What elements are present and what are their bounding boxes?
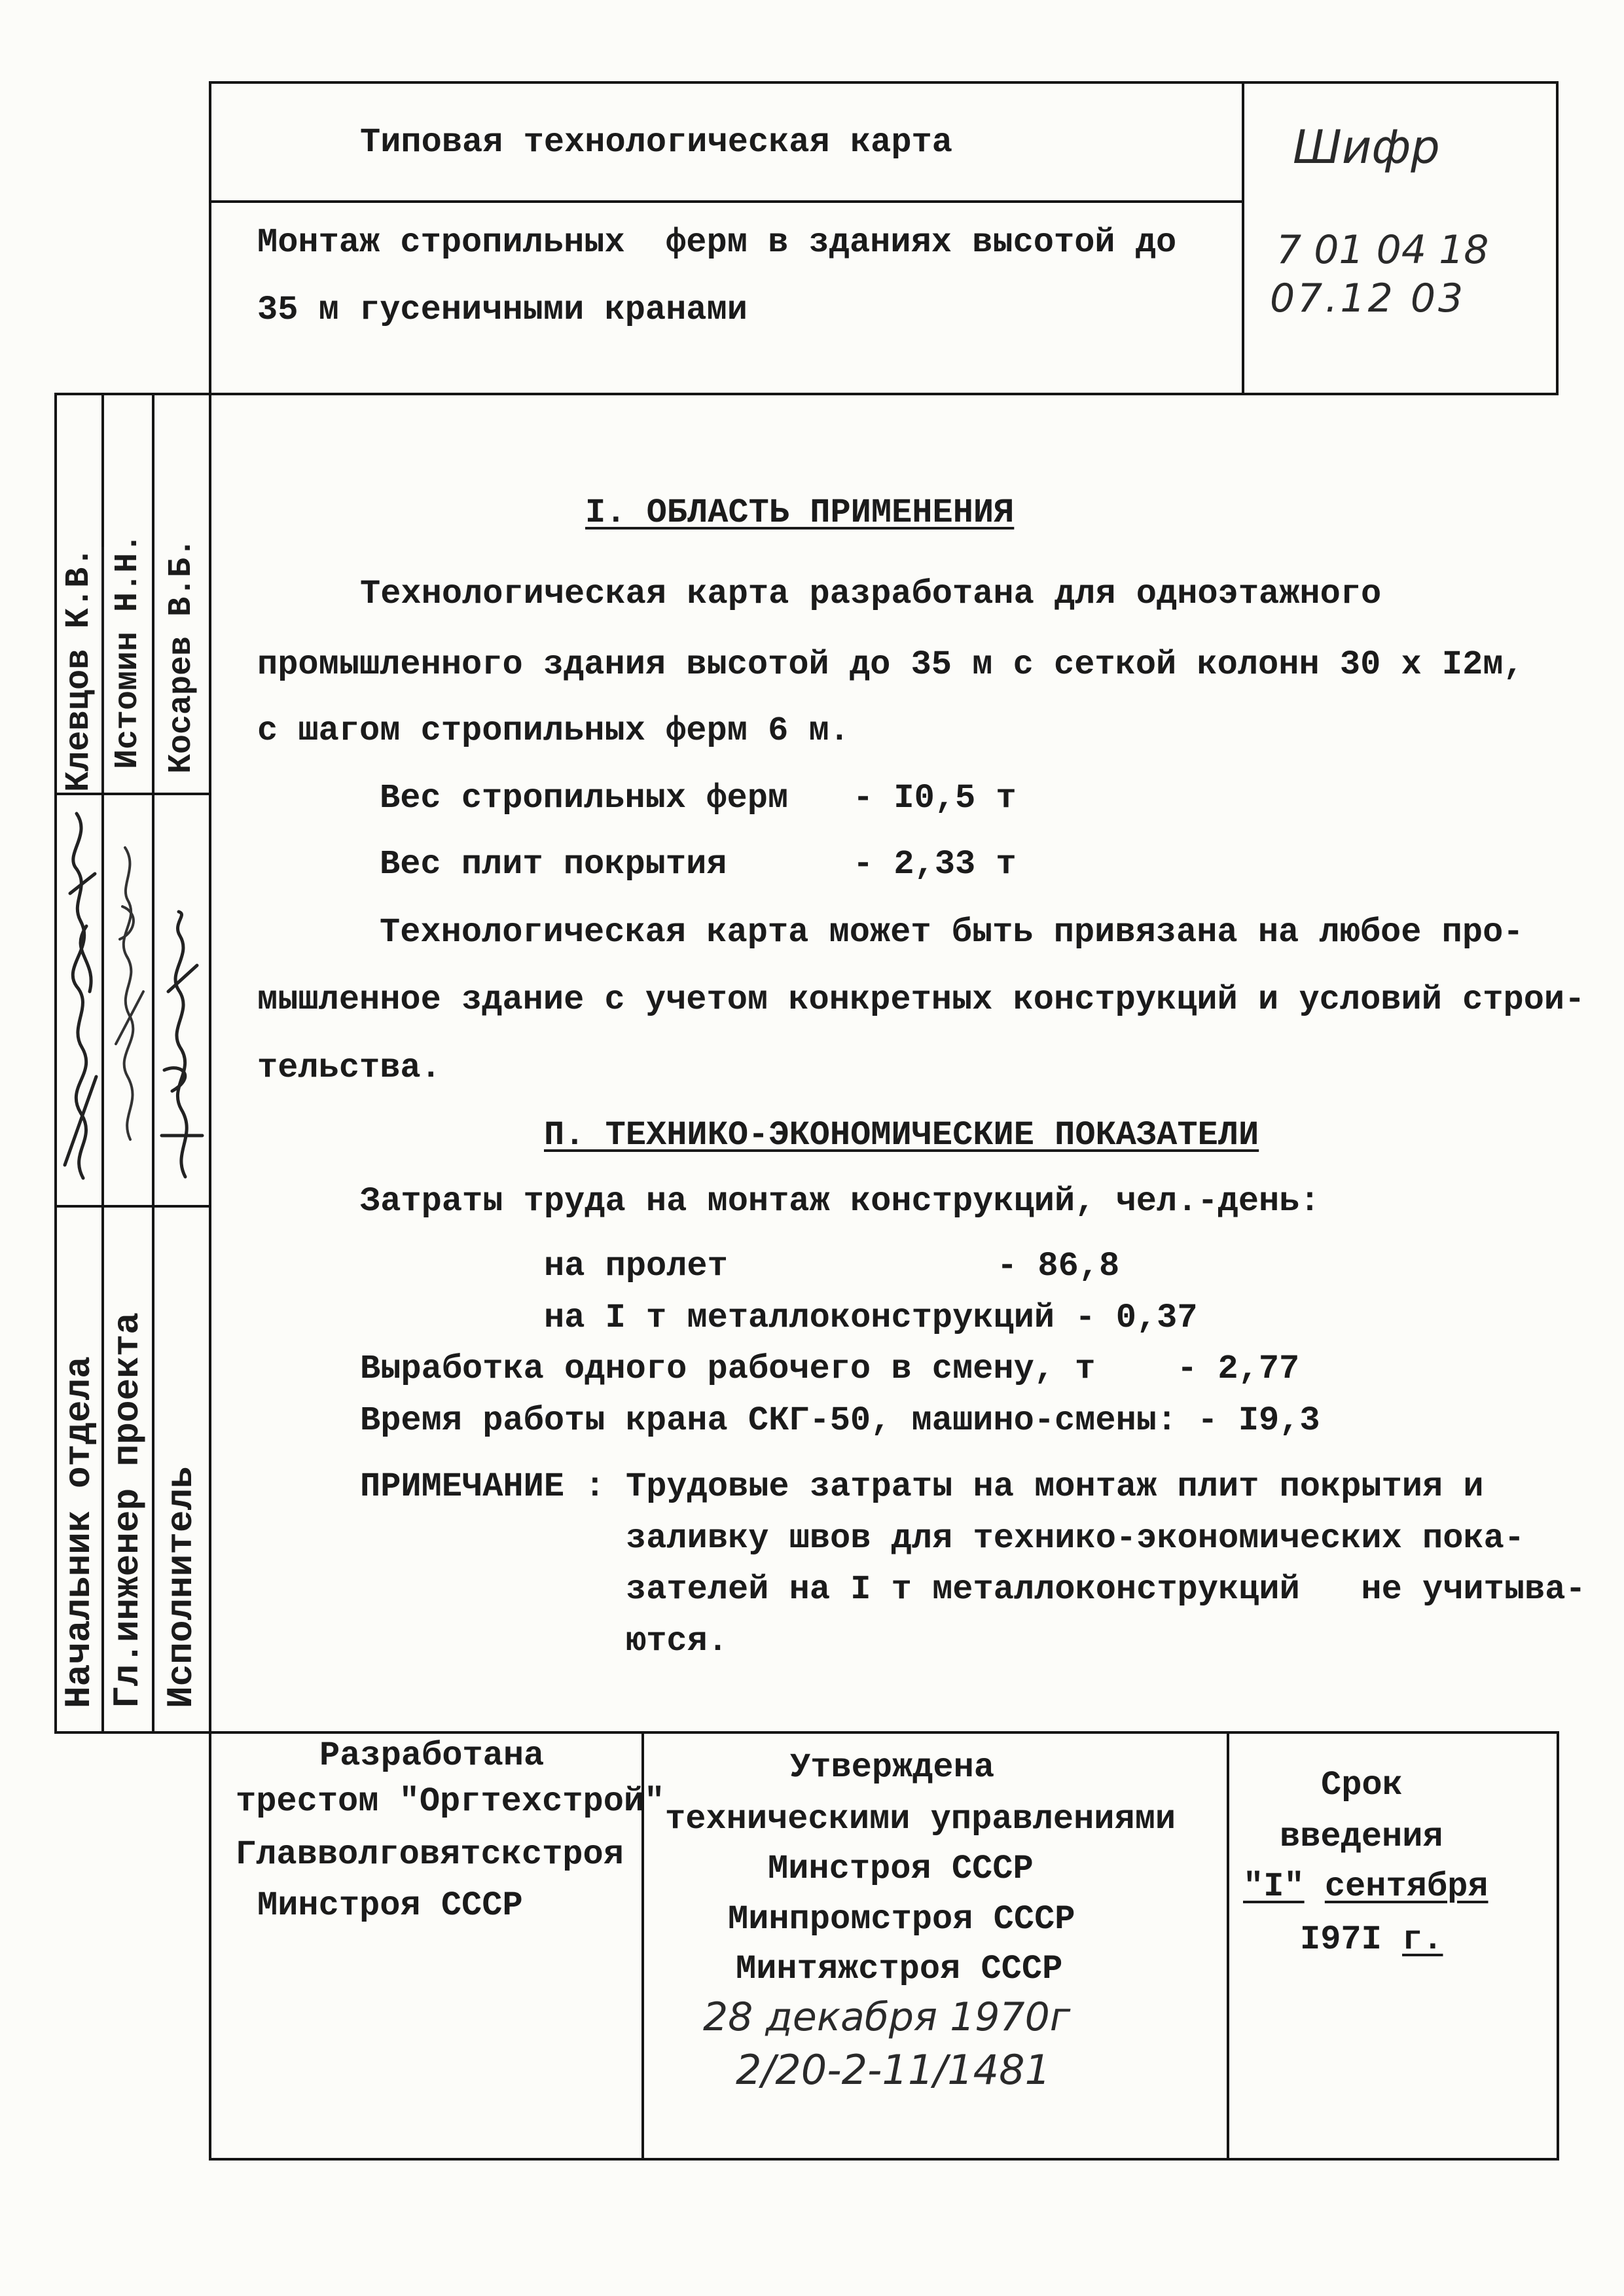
header-cipher-divider [1242, 81, 1244, 395]
header-middle-rule [210, 200, 1243, 203]
footer-frame-top [54, 1731, 1559, 1734]
footer-frame-right [1557, 1731, 1559, 2161]
effective-month: сентября [1324, 1867, 1489, 1906]
developed-line-2: трестом "Оргтехстрой" [236, 1782, 665, 1821]
output-per-worker-label: Выработка одного рабочего в смену, т [360, 1350, 1096, 1388]
approval-date: 28 декабря 1970г [703, 1994, 1071, 2040]
section-1-line-2: промышленного здания высотой до 35 м с сеткой колонн 30 х I2м, [257, 645, 1524, 684]
note-line-2: заливку швов для технико-экономических пока- [626, 1519, 1525, 1558]
stamp-signatures [57, 795, 210, 1205]
output-per-worker-value: - 2,77 [1177, 1350, 1300, 1388]
approved-line-5: Минтяжстроя СССР [736, 1950, 1063, 1988]
effective-line-1: Срок [1321, 1766, 1403, 1804]
approved-line-1: Утверждена [790, 1748, 995, 1787]
section-1-line-3: с шагом стропильных ферм 6 м. [257, 711, 850, 750]
effective-date [1243, 1867, 1489, 1906]
developed-line-1: Разработана [319, 1736, 545, 1775]
stamp-row-divider-2 [54, 1205, 210, 1208]
footer-frame-bottom [209, 2158, 1559, 2161]
approved-line-3: Минстроя СССР [768, 1850, 1034, 1888]
slab-weight-label: Вес плит покрытия [380, 845, 727, 884]
section-1-line-4: Технологическая карта может быть привязана на любое про- [380, 913, 1524, 952]
labor-per-span-value: - 86,8 [997, 1247, 1120, 1285]
labor-per-ton: на I т металлоконструкций - 0,37 [544, 1299, 1198, 1337]
effective-year-line [1300, 1920, 1443, 1959]
note-line-3: зателей на I т металлоконструкций не учитыва- [626, 1570, 1586, 1609]
section-1-line-6: тельства. [257, 1049, 441, 1087]
truss-weight-label: Вес стропильных ферм [380, 779, 789, 817]
stamp-role-2: Гл.инженер проекта [107, 1312, 149, 1708]
note-line-1: Трудовые затраты на монтаж плит покрытия и [626, 1467, 1484, 1506]
slab-weight-value: - 2,33 т [853, 845, 1017, 884]
section-1-heading: I. ОБЛАСТЬ ПРИМЕНЕНИЯ [585, 493, 1015, 532]
header-frame-bottom [54, 393, 1559, 395]
developed-line-4: Минстроя СССР [257, 1886, 523, 1925]
truss-weight-value: - I0,5 т [853, 779, 1017, 817]
cipher-code-line-1: 7 01 04 18 [1276, 227, 1489, 273]
cipher-label: Шифр [1293, 120, 1440, 174]
section-2-heading: П. ТЕХНИКО-ЭКОНОМИЧЕСКИЕ ПОКАЗАТЕЛИ [544, 1116, 1259, 1155]
effective-day: "I" [1243, 1867, 1305, 1906]
crane-time: Время работы крана СКГ-50, машино-смены: - I9,3 [360, 1401, 1320, 1440]
header-subject-line-1: Монтаж стропильных ферм в зданиях высотой до [257, 223, 1177, 262]
stamp-name-1: Клевцов К.В. [60, 547, 98, 792]
approval-number: 2/20-2-11/1481 [736, 2046, 1051, 2094]
effective-year: I97I [1300, 1920, 1382, 1959]
footer-divider-2 [1227, 1731, 1229, 2161]
note-label: ПРИМЕЧАНИЕ : [360, 1467, 605, 1506]
header-subject-line-2: 35 м гусеничными кранами [257, 291, 748, 329]
effective-year-suffix: г. [1402, 1920, 1443, 1959]
section-1-line-1: Технологическая карта разработана для одноэтажного [360, 575, 1382, 613]
signature-3 [162, 912, 202, 1177]
approved-line-4: Минпромстроя СССР [728, 1900, 1075, 1939]
cipher-code-line-2: 07.12 03 [1270, 276, 1466, 321]
stamp-role-1: Начальник отдела [58, 1356, 100, 1708]
note-line-4: ются. [626, 1622, 729, 1660]
labor-title: Затраты труда на монтаж конструкций, чел.-день: [360, 1182, 1320, 1221]
header-title: Типовая технологическая карта [360, 123, 952, 162]
header-frame-right [1556, 81, 1559, 395]
developed-line-3: Главволговятскстроя [236, 1835, 624, 1874]
stamp-name-3: Косарев В.Б. [163, 537, 200, 774]
stamp-role-3: Исполнитель [160, 1466, 202, 1708]
approved-line-2: техническими управлениями [665, 1800, 1176, 1839]
section-1-line-5: мышленное здание с учетом конкретных конструкций и условий строи- [257, 980, 1585, 1019]
stamp-name-2: Истомин Н.Н. [109, 533, 147, 769]
signature-1 [65, 814, 96, 1178]
effective-line-2: введения [1280, 1818, 1443, 1856]
header-frame-top [210, 81, 1559, 84]
labor-per-span-label: на пролет [544, 1247, 728, 1285]
signature-2 [116, 848, 143, 1139]
